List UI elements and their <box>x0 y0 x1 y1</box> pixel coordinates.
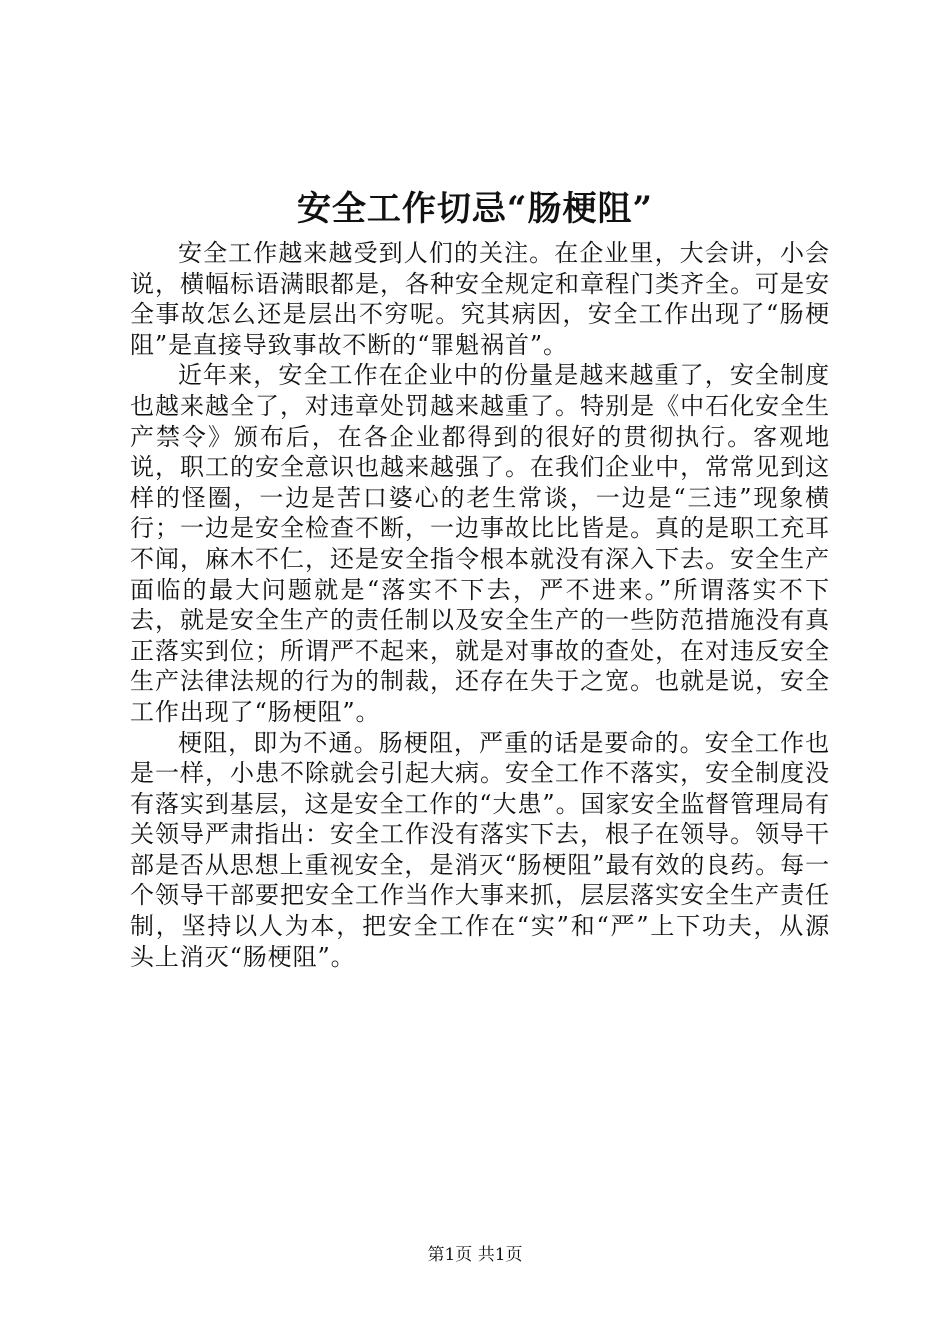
page-footer: 第1页 共1页 <box>427 1245 523 1265</box>
document-title: 安全工作切忌“肠梗阻” <box>296 189 654 229</box>
paragraph-2: 近年来，安全工作在企业中的份量是越来越重了，安全制度也越来越全了，对违章处罚越来越重了。特别是《中石化安全生产禁令》颁布后，在各企业都得到的很好的贯彻执行。客观地说，职工的安全意识也越来越强了。在我们企业中，常常见到这样的怪圈，一边是苦口婆心的老生常谈，一边是“三违”现象横行；一边是安全检查不断，一边事故比比皆是。真的是职工充耳不闻，麻木不仁，还是安全指令根本就没有深入下去。安全生产面临的最大问题就是“落实不下去，严不进来。”所谓落实不下去，就是安全生产的责任制以及安全生产的一些防范措施没有真正落实到位；所谓严不起来，就是对事故的查处，在对违反安全生产法律法规的行为的制裁，还存在失于之宽。也就是说，安全工作出现了“肠梗阻”。 <box>130 361 830 726</box>
paragraph-1: 安全工作越来越受到人们的关注。在企业里，大会讲，小会说，横幅标语满眼都是，各种安全规定和章程门类齐全。可是安全事故怎么还是层出不穷呢。究其病因，安全工作出现了“肠梗阻”是直接导致事故不断的“罪魁祸首”。 <box>130 239 830 359</box>
document-body <box>130 238 830 972</box>
paragraph-3: 梗阻，即为不通。肠梗阻，严重的话是要命的。安全工作也是一样，小患不除就会引起大病。安全工作不落实，安全制度没有落实到基层，这是安全工作的“大患”。国家安全监督管理局有关领导严肃指出：安全工作没有落实下去，根子在领导。领导干部是否从思想上重视安全，是消灭“肠梗阻”最有效的良药。每一个领导干部要把安全工作当作大事来抓，层层落实安全生产责任制，坚持以人为本，把安全工作在“实”和“严”上下功夫，从源头上消灭“肠梗阻”。 <box>130 728 830 971</box>
